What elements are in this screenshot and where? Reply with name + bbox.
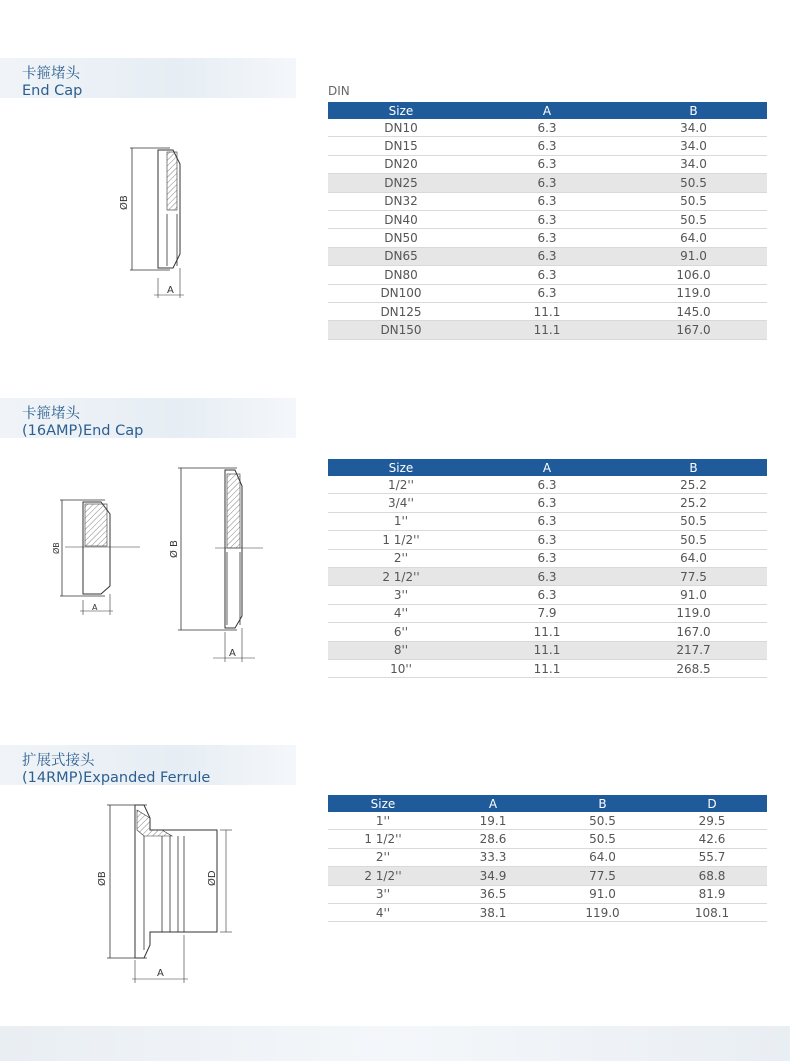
16amp-small-drawing	[45, 490, 145, 620]
table-cell: 77.5	[620, 567, 767, 585]
table-cell: 25.2	[620, 494, 767, 512]
table-row	[328, 321, 767, 339]
table-cell: 11.1	[474, 302, 620, 320]
table-cell: 50.5	[620, 210, 767, 228]
table-cell: 34.0	[620, 119, 767, 137]
footer-band	[0, 1026, 790, 1061]
table-cell: 6''	[328, 623, 474, 641]
table-cell: 3/4''	[328, 494, 474, 512]
table-cell: 50.5	[620, 512, 767, 530]
table-cell: 50.5	[548, 830, 657, 848]
table-cell: 6.3	[474, 567, 620, 585]
title-en: (16AMP)End Cap	[22, 423, 144, 439]
table-cell: 10''	[328, 659, 474, 677]
table-row	[328, 137, 767, 155]
table-cell: 6.3	[474, 229, 620, 247]
dim-a-label: A	[167, 285, 174, 296]
table-cell: 50.5	[548, 812, 657, 830]
table-cell: 64.0	[620, 229, 767, 247]
table-row	[328, 512, 767, 530]
dim-a-label: A	[157, 968, 164, 979]
table-row	[328, 476, 767, 494]
table-cell: DN32	[328, 192, 474, 210]
table-cell: 6.3	[474, 192, 620, 210]
dim-b-label: ØB	[119, 195, 130, 210]
table-cell: 64.0	[620, 549, 767, 567]
table-row	[328, 830, 767, 848]
table-row	[328, 119, 767, 137]
table-cell: 1 1/2''	[328, 830, 438, 848]
table-cell: 6.3	[474, 266, 620, 284]
table-row	[328, 192, 767, 210]
table-cell: 2''	[328, 549, 474, 567]
table-row	[328, 623, 767, 641]
table-cell: 50.5	[620, 192, 767, 210]
table-cell: DN10	[328, 119, 474, 137]
title-cn: 卡箍堵头	[22, 66, 80, 82]
dim-a-label: A	[229, 648, 236, 659]
table-cell: 55.7	[657, 848, 767, 866]
table-cell: 34.0	[620, 137, 767, 155]
table-cell: 6.3	[474, 284, 620, 302]
table-cell: 6.3	[474, 155, 620, 173]
table-cell: 81.9	[657, 885, 767, 903]
table-cell: 3''	[328, 885, 438, 903]
table-cell: 29.5	[657, 812, 767, 830]
table-cell: 119.0	[620, 604, 767, 622]
table-cell: DN15	[328, 137, 474, 155]
table-cell: DN125	[328, 302, 474, 320]
table-cell: 217.7	[620, 641, 767, 659]
table-row	[328, 302, 767, 320]
table-cell: 50.5	[620, 531, 767, 549]
table-cell: 91.0	[620, 247, 767, 265]
table-cell: 91.0	[620, 586, 767, 604]
table-cell: 33.3	[438, 848, 548, 866]
table-row	[328, 494, 767, 512]
table-cell: 25.2	[620, 476, 767, 494]
table-row	[328, 567, 767, 585]
table-cell: 19.1	[438, 812, 548, 830]
column-header: B	[620, 459, 767, 476]
table-cell: 7.9	[474, 604, 620, 622]
table-header-row	[328, 795, 767, 812]
column-header: B	[620, 102, 767, 119]
column-header: Size	[328, 102, 474, 119]
table-cell: 50.5	[620, 174, 767, 192]
table-cell: 1''	[328, 512, 474, 530]
table-cell: 6.3	[474, 247, 620, 265]
table-cell: DN65	[328, 247, 474, 265]
table-row	[328, 885, 767, 903]
table-row	[328, 659, 767, 677]
table-row	[328, 174, 767, 192]
table-cell: 6.3	[474, 210, 620, 228]
table-cell: 119.0	[548, 903, 657, 921]
table-cell: 268.5	[620, 659, 767, 677]
table-cell: 36.5	[438, 885, 548, 903]
table-cell: 8''	[328, 641, 474, 659]
table-cell: DN20	[328, 155, 474, 173]
column-header: A	[474, 102, 620, 119]
table-cell: 6.3	[474, 494, 620, 512]
dim-a-small-label: A	[92, 603, 98, 612]
table-cell: 2''	[328, 848, 438, 866]
table-row	[328, 284, 767, 302]
table-cell: 34.0	[620, 155, 767, 173]
table-cell: DN40	[328, 210, 474, 228]
table-cell: 6.3	[474, 119, 620, 137]
table-cell: 1/2''	[328, 476, 474, 494]
table-row	[328, 229, 767, 247]
table-cell: DN150	[328, 321, 474, 339]
table-cell: 11.1	[474, 641, 620, 659]
table-end-cap	[328, 102, 767, 340]
column-header: Size	[328, 795, 438, 812]
dim-d-label: ØD	[207, 870, 218, 886]
column-header: A	[438, 795, 548, 812]
table-row	[328, 210, 767, 228]
table-cell: DN100	[328, 284, 474, 302]
table-row	[328, 549, 767, 567]
table-cell: 6.3	[474, 549, 620, 567]
section-title-end-cap	[22, 66, 82, 100]
table-row	[328, 903, 767, 921]
table-cell: 64.0	[548, 848, 657, 866]
column-header: D	[657, 795, 767, 812]
table-cell: 2 1/2''	[328, 867, 438, 885]
table-cell: 2 1/2''	[328, 567, 474, 585]
table-cell: 6.3	[474, 586, 620, 604]
table-cell: 145.0	[620, 302, 767, 320]
table-cell: 77.5	[548, 867, 657, 885]
table-cell: 6.3	[474, 476, 620, 494]
table-cell: 68.8	[657, 867, 767, 885]
title-en: (14RMP)Expanded Ferrule	[22, 770, 211, 786]
table-cell: 1 1/2''	[328, 531, 474, 549]
table-row	[328, 586, 767, 604]
table-row	[328, 531, 767, 549]
table-expanded-ferrule	[328, 795, 767, 922]
column-header: B	[548, 795, 657, 812]
table-cell: 38.1	[438, 903, 548, 921]
table-cell: 119.0	[620, 284, 767, 302]
table-cell: 106.0	[620, 266, 767, 284]
table-cell: DN25	[328, 174, 474, 192]
table-cell: DN80	[328, 266, 474, 284]
section-title-16amp-end-cap	[22, 406, 143, 440]
end-cap-drawing	[110, 138, 200, 300]
16amp-large-drawing	[165, 460, 265, 665]
column-header: A	[474, 459, 620, 476]
table-row	[328, 247, 767, 265]
title-cn: 扩展式接头	[22, 753, 95, 769]
table-cell: DN50	[328, 229, 474, 247]
table-row	[328, 266, 767, 284]
table-row	[328, 848, 767, 866]
table-cell: 167.0	[620, 321, 767, 339]
title-en: End Cap	[22, 83, 83, 99]
table-cell: 34.9	[438, 867, 548, 885]
table-cell: 6.3	[474, 531, 620, 549]
table-cell: 1''	[328, 812, 438, 830]
table-cell: 6.3	[474, 137, 620, 155]
dim-b-label: ØB	[97, 871, 108, 886]
table-cell: 4''	[328, 604, 474, 622]
table-cell: 167.0	[620, 623, 767, 641]
title-cn: 卡箍堵头	[22, 406, 80, 422]
table-row	[328, 812, 767, 830]
table-cell: 11.1	[474, 659, 620, 677]
table-cell: 6.3	[474, 174, 620, 192]
column-header: Size	[328, 459, 474, 476]
section-title-expanded-ferrule	[22, 753, 210, 787]
table-cell: 91.0	[548, 885, 657, 903]
table-cell: 3''	[328, 586, 474, 604]
table-cell: 42.6	[657, 830, 767, 848]
table-row	[328, 155, 767, 173]
table-16amp-end-cap	[328, 459, 767, 678]
table-row	[328, 867, 767, 885]
dim-b-small-label: ØB	[52, 542, 61, 554]
table-cell: 6.3	[474, 512, 620, 530]
table-cell: 108.1	[657, 903, 767, 921]
table-cell: 4''	[328, 903, 438, 921]
table-header-row	[328, 459, 767, 476]
table-row	[328, 604, 767, 622]
table-cell: 28.6	[438, 830, 548, 848]
dim-b-label: Ø B	[169, 540, 180, 558]
table-cell: 11.1	[474, 623, 620, 641]
expanded-ferrule-drawing	[92, 800, 237, 985]
table-cell: 11.1	[474, 321, 620, 339]
table-row	[328, 641, 767, 659]
standard-label: DIN	[328, 84, 350, 98]
table-header-row	[328, 102, 767, 119]
